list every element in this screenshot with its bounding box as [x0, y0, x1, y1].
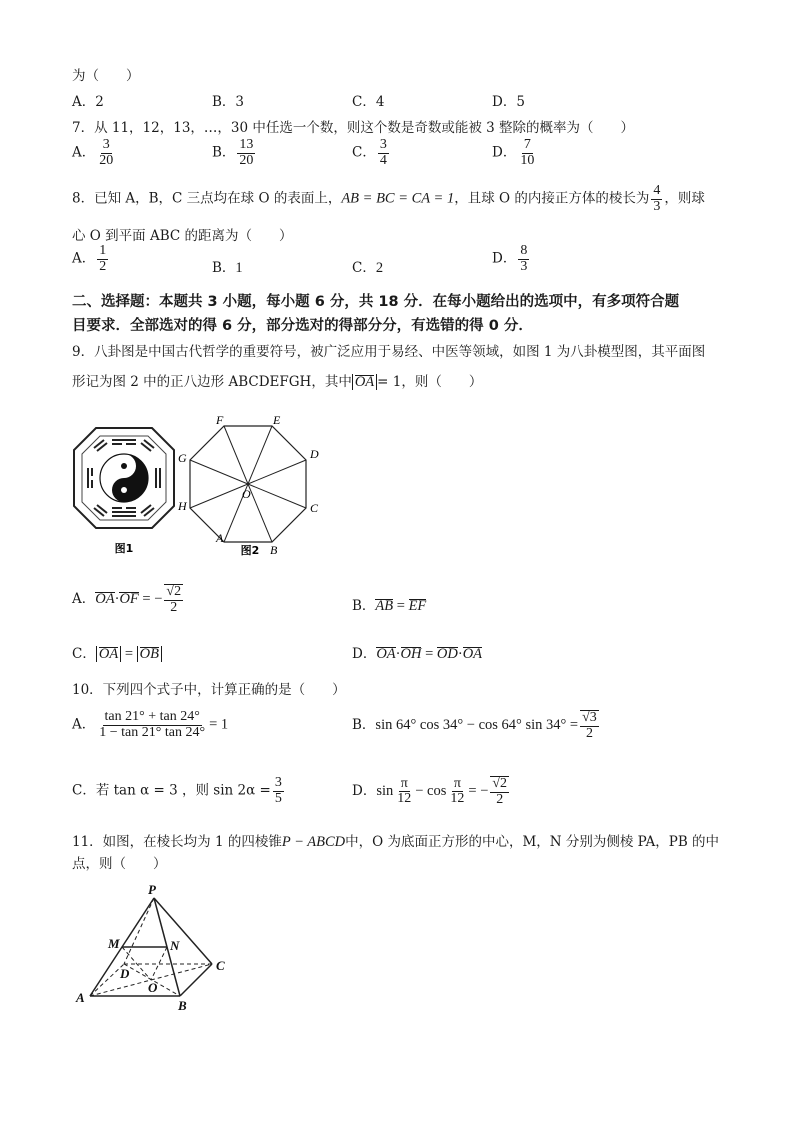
section2-line2: 目要求．全部选对的得 6 分，部分选对的得部分分，有选错的得 0 分．: [72, 318, 533, 334]
vertex-E: E: [273, 413, 281, 427]
q7-option-b: B． $\frac{13}{20}$: [212, 137, 254, 168]
label-M: M: [108, 936, 120, 951]
q8-option-b: B．1: [212, 260, 243, 276]
q9-option-b: B．AB = EF: [352, 598, 427, 614]
vertex-C: C: [310, 501, 319, 515]
q8-stem-line2: 心 O 到平面 ABC 的距离为（ ）: [72, 228, 293, 244]
q6-option-d: D．5: [492, 94, 525, 110]
label-D: D: [120, 966, 130, 981]
pyramid-figure: [74, 880, 244, 1012]
q6-option-a: A．2: [72, 94, 104, 110]
label-N: N: [170, 938, 180, 953]
vertex-B: B: [270, 543, 278, 557]
q10-stem: 10．下列四个式子中，计算正确的是（ ）: [72, 682, 346, 698]
q11-stem-line2: 点，则（ ）: [72, 856, 167, 872]
fig1-caption: 图1: [114, 542, 134, 555]
vertex-D: D: [310, 447, 319, 461]
q6-tail: 为（ ）: [72, 68, 140, 84]
q7-option-d: D． $\frac{7}{10}$: [492, 137, 535, 168]
bagua-figure: [74, 428, 174, 555]
q9-figures: [66, 412, 326, 562]
q9-option-c: C． OA = OB: [72, 642, 162, 663]
center-O: O: [242, 487, 251, 501]
q6-option-c: C．4: [352, 94, 385, 110]
q7-option-c: C． $\frac{3}{4}$: [352, 137, 387, 168]
label-A: A: [76, 990, 85, 1005]
q9-option-d: D．OA·OH = OD·OA: [352, 646, 483, 662]
vertex-F: F: [216, 413, 224, 427]
q10-option-b: B．sin 64° cos 34° − cos 64° sin 34° = $\frac{√3}{2}$: [352, 710, 597, 741]
q8-option-a: A． $\frac{1}{2}$: [72, 243, 107, 274]
section2-line1: 二、选择题：本题共 3 小题，每小题 6 分，共 18 分．在每小题给出的选项中，有多项符合题: [72, 294, 680, 310]
octagon-figure: [177, 413, 319, 557]
q7-stem: 7．从 11，12，13，…，30 中任选一个数，则这个数是奇数或能被 3 整除的概率为（ ）: [72, 120, 635, 136]
q9-stem-line2: 形记为图 2 中的正八边形 ABCDEFGH，其中 OA = 1，则（ ）: [72, 374, 483, 390]
q10-option-d: D．sin $\frac{\pi}{12}$ − cos $\frac{\pi}{12}$ = − $\frac{√2}{2}$: [352, 775, 508, 807]
q7-option-a: A． $\frac{3}{20}$: [72, 137, 114, 168]
vertex-A: A: [216, 531, 224, 545]
q9-stem-line1: 9．八卦图是中国古代哲学的重要符号，被广泛应用于易经、中医等领域，如图 1 为八卦模型图，其平面图: [72, 344, 706, 360]
q8-option-d: D． $\frac{8}{3}$: [492, 243, 528, 274]
q9-option-a: A．OA·OF = − $\frac{√2}{2}$: [72, 584, 182, 615]
label-P: P: [148, 882, 156, 897]
label-B: B: [178, 998, 187, 1012]
q8-stem-line1: 8．已知 A，B，C 三点均在球 O 的表面上，AB = BC = CA = 1，且球 O 的内接正方体的棱长为 $\frac{4}{3}$ ，则球: [72, 183, 705, 214]
label-C: C: [216, 958, 225, 973]
q10-option-c: C．若 tan α = 3 ，则 sin 2α = $\frac{3}{5}$: [72, 775, 282, 806]
q10-option-a: A． $\frac{\tan 21^\circ + \tan 24^\circ}{1 - \tan 21^\circ \tan 24^\circ}$ = 1: [72, 709, 229, 740]
q6-option-b: B．3: [212, 94, 245, 110]
vertex-G: G: [178, 451, 187, 465]
q11-stem-line1: 11．如图，在棱长均为 1 的四棱锥P − ABCD中，O 为底面正方形的中心，M，N 分别为侧棱 PA，PB 的中: [72, 834, 720, 850]
q8-option-c: C．2: [352, 260, 384, 276]
vertex-H: H: [178, 499, 187, 513]
fig2-caption: 图2: [240, 544, 260, 557]
label-O: O: [148, 980, 158, 995]
